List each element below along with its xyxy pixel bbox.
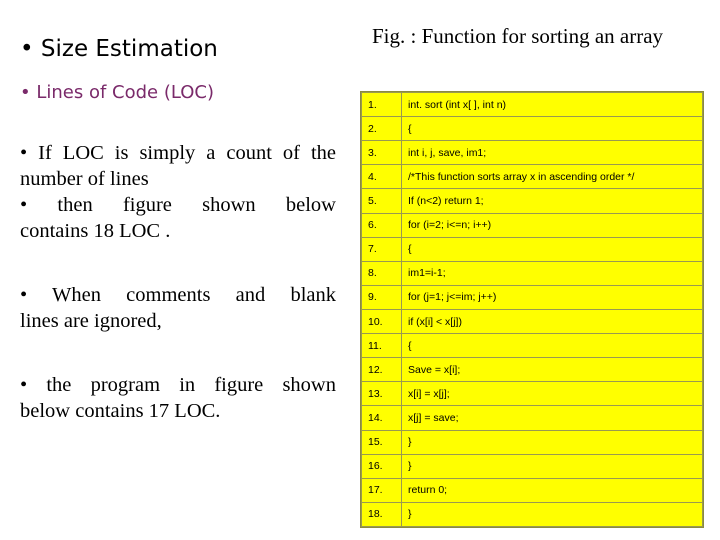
code-row (362, 502, 703, 526)
slide-heading: • Size Estimation (20, 36, 218, 62)
code-line: { (402, 334, 703, 358)
code-row (362, 261, 703, 285)
code-row (362, 454, 703, 478)
paragraph-line: contains 18 LOC . (20, 220, 171, 242)
code-line: } (402, 502, 703, 526)
line-number: 16. (362, 454, 402, 478)
paragraph-program (20, 372, 336, 424)
code-line: return 0; (402, 478, 703, 502)
code-line: x[j] = save; (402, 406, 703, 430)
code-line: int. sort (int x[ ], int n) (402, 93, 703, 117)
paragraph-loc-count (20, 140, 336, 244)
line-number: 15. (362, 430, 402, 454)
code-row (362, 165, 703, 189)
paragraph-comments (20, 282, 336, 334)
line-number: 7. (362, 237, 402, 261)
code-line: if (x[i] < x[j]) (402, 309, 703, 333)
line-number: 3. (362, 141, 402, 165)
paragraph-line: below contains 17 LOC. (20, 400, 221, 422)
code-line: If (n<2) return 1; (402, 189, 703, 213)
code-row (362, 478, 703, 502)
code-line: /*This function sorts array x in ascending order */ (402, 165, 703, 189)
code-row (362, 334, 703, 358)
line-number: 13. (362, 382, 402, 406)
line-number: 4. (362, 165, 402, 189)
code-listing-table (360, 91, 704, 528)
paragraph-line: • When comments and blank (20, 284, 336, 306)
code-row (362, 237, 703, 261)
line-number: 9. (362, 285, 402, 309)
paragraph-line: lines are ignored, (20, 310, 162, 332)
line-number: 2. (362, 117, 402, 141)
line-number: 12. (362, 358, 402, 382)
paragraph-line: • the program in figure shown (20, 374, 336, 396)
code-line: int i, j, save, im1; (402, 141, 703, 165)
code-line: im1=i-1; (402, 261, 703, 285)
paragraph-line: • If LOC is simply a count of the (20, 142, 336, 164)
code-line: } (402, 454, 703, 478)
code-row (362, 430, 703, 454)
code-row (362, 213, 703, 237)
slide-subheading: • Lines of Code (LOC) (20, 82, 214, 103)
code-line: { (402, 237, 703, 261)
line-number: 10. (362, 309, 402, 333)
code-line: Save = x[i]; (402, 358, 703, 382)
code-line: for (i=2; i<=n; i++) (402, 213, 703, 237)
code-row (362, 93, 703, 117)
line-number: 8. (362, 261, 402, 285)
figure-caption: Fig. : Function for sorting an array (372, 24, 664, 48)
code-row (362, 189, 703, 213)
code-row (362, 141, 703, 165)
code-row (362, 406, 703, 430)
code-row (362, 117, 703, 141)
line-number: 17. (362, 478, 402, 502)
code-row (362, 285, 703, 309)
line-number: 6. (362, 213, 402, 237)
code-line: for (j=1; j<=im; j++) (402, 285, 703, 309)
code-line: } (402, 430, 703, 454)
code-line: x[i] = x[j]; (402, 382, 703, 406)
paragraph-line: • then figure shown below (20, 194, 336, 216)
line-number: 18. (362, 502, 402, 526)
line-number: 14. (362, 406, 402, 430)
code-line: { (402, 117, 703, 141)
paragraph-line: number of lines (20, 168, 149, 190)
code-row (362, 382, 703, 406)
line-number: 1. (362, 93, 402, 117)
code-row (362, 358, 703, 382)
code-row (362, 309, 703, 333)
line-number: 11. (362, 334, 402, 358)
line-number: 5. (362, 189, 402, 213)
